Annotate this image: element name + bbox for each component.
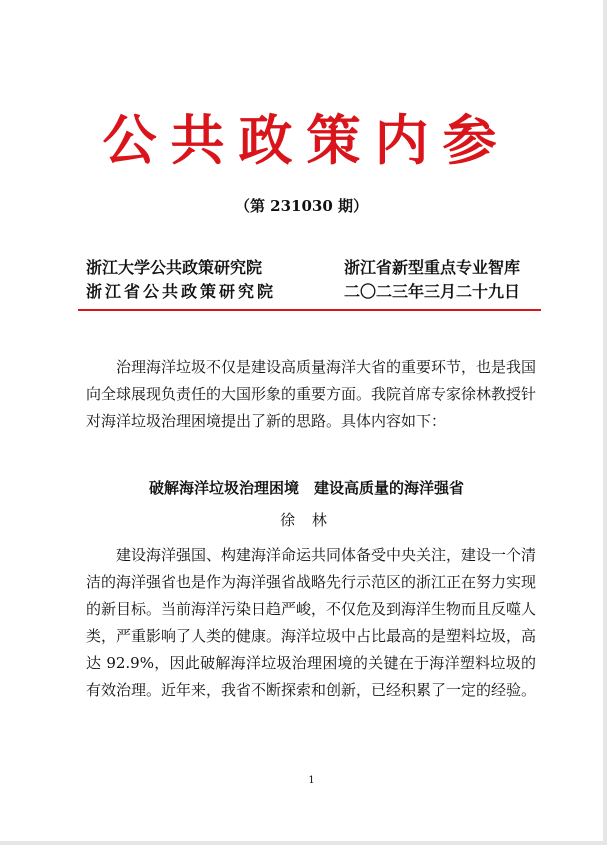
publisher-name-1: 浙江大学公共政策研究院 <box>86 258 263 277</box>
designation-block <box>344 256 520 304</box>
intro-paragraph: 治理海洋垃圾不仅是建设高质量海洋大省的重要环节，也是我国向全球展现负责任的大国形象的重要方面。我院首席专家徐林教授针对海洋垃圾治理困境提出了新的思路。具体内容如下： <box>86 358 537 430</box>
masthead-title: 公共政策内参 <box>102 108 511 172</box>
publisher-block <box>86 256 276 304</box>
page-number: 1 <box>308 775 315 786</box>
publication-date: 二〇二三年三月二十九日 <box>344 282 521 301</box>
think-tank-designation: 浙江省新型重点专业智库 <box>344 258 521 277</box>
article-paragraph: 建设海洋强国、构建海洋命运共同体备受中央关注，建设一个清洁的海洋强省也是作为海洋强省战略先行示范区的浙江正在努力实现的新目标。当前海洋污染日趋严峻，不仅危及到海洋生物而且反噬人类，严重影响了人类的健康。海洋垃圾中占比最高的是塑料垃圾，高达 92.9%，因此破解海洋垃圾治理困境的关键在于海洋塑料垃圾的有效治理。近年来，我省不断探索和创新，已经积累了一定的经验。 <box>86 546 537 699</box>
issue-number: （第 231030 期） <box>234 197 369 215</box>
article-title: 破解海洋垃圾治理困境 建设高质量的海洋强省 <box>148 479 464 497</box>
publisher-name-2: 浙江省公共政策研究院 <box>86 282 277 301</box>
article-author: 徐 林 <box>280 511 333 529</box>
header-divider <box>78 309 541 311</box>
